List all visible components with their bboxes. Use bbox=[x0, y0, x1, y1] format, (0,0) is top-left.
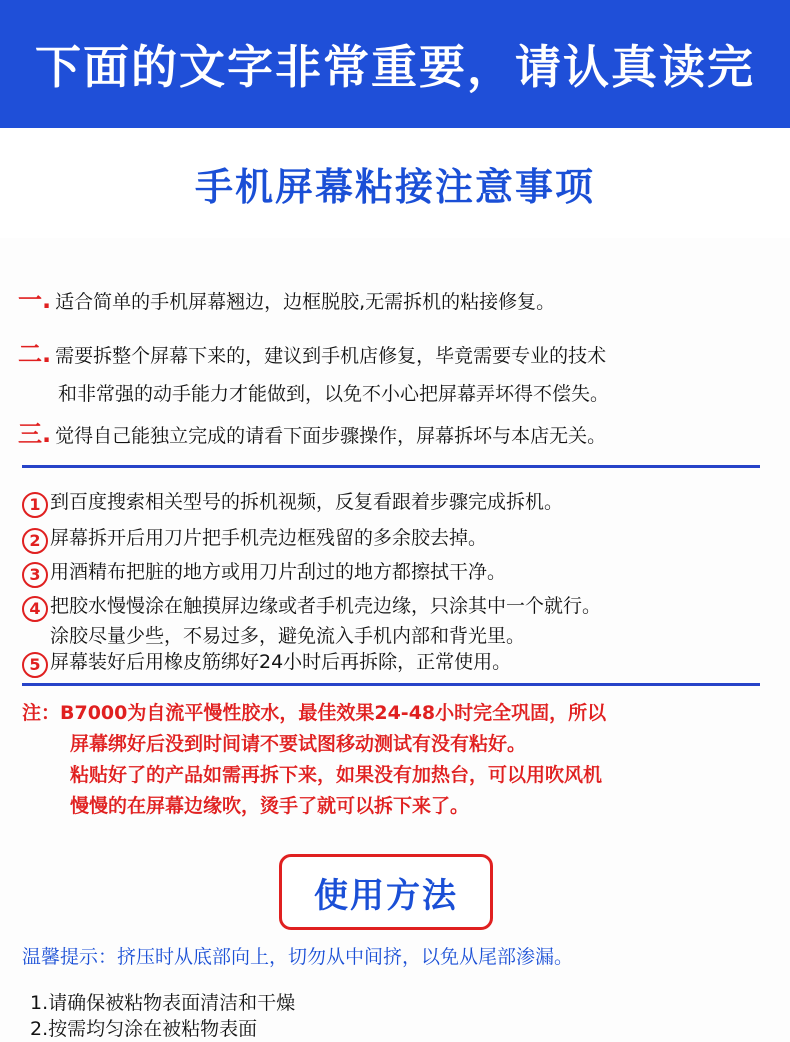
caution-lead: 注：B7000为自流平慢性胶水，最佳效果24-48小时完全巩固，所以 bbox=[22, 702, 607, 724]
note-number: 三. bbox=[18, 420, 52, 448]
note-number: 二. bbox=[18, 340, 52, 368]
note-3 bbox=[18, 420, 606, 450]
step-5 bbox=[22, 648, 511, 678]
note-text-continued: 和非常强的动手能力才能做到，以免不小心把屏幕弄坏得不偿失。 bbox=[58, 383, 610, 405]
usage-heading-box bbox=[279, 854, 493, 930]
note-text: 需要拆整个屏幕下来的，建议到手机店修复，毕竟需要专业的技术 bbox=[55, 345, 607, 367]
header-banner bbox=[0, 0, 790, 128]
step-text: 把胶水慢慢涂在触摸屏边缘或者手机壳边缘，只涂其中一个就行。 bbox=[50, 595, 602, 617]
caution-line: 屏幕绑好后没到时间请不要试图移动测试有没有粘好。 bbox=[70, 733, 527, 755]
banner-title: 下面的文字非常重要，请认真读完 bbox=[35, 40, 755, 94]
step-4 bbox=[22, 592, 601, 650]
caution-line: 慢慢的在屏幕边缘吹，烫手了就可以拆下来了。 bbox=[70, 795, 470, 817]
step-number-circle: 5 bbox=[22, 652, 48, 678]
step-text: 屏幕拆开后用刀片把手机壳边框残留的多余胶去掉。 bbox=[50, 527, 488, 549]
list-item: 2.按需均匀涂在被粘物表面 bbox=[30, 1018, 258, 1040]
warm-tip: 温馨提示：挤压时从底部向上，切勿从中间挤，以免从尾部渗漏。 bbox=[22, 946, 574, 968]
usage-steps-list bbox=[30, 990, 295, 1042]
list-item: 1.请确保被粘物表面清洁和干燥 bbox=[30, 992, 296, 1014]
step-3 bbox=[22, 558, 506, 588]
step-text: 用酒精布把脏的地方或用刀片刮过的地方都擦拭干净。 bbox=[50, 561, 507, 583]
caution-line: 粘贴好了的产品如需再拆下来，如果没有加热台，可以用吹风机 bbox=[70, 764, 603, 786]
note-text: 觉得自己能独立完成的请看下面步骤操作，屏幕拆坏与本店无关。 bbox=[55, 425, 607, 447]
step-text: 屏幕装好后用橡皮筋绑好24小时后再拆除，正常使用。 bbox=[50, 651, 512, 673]
step-1 bbox=[22, 488, 563, 518]
step-number-circle: 2 bbox=[22, 528, 48, 554]
divider bbox=[22, 683, 760, 686]
step-number-circle: 4 bbox=[22, 596, 48, 622]
step-text-continued: 涂胶尽量少些，不易过多，避免流入手机内部和背光里。 bbox=[50, 625, 526, 647]
usage-heading: 使用方法 bbox=[314, 875, 458, 916]
subtitle-band bbox=[0, 128, 790, 238]
note-1 bbox=[18, 286, 555, 316]
caution-note bbox=[22, 698, 606, 822]
divider bbox=[22, 465, 760, 468]
page-title: 手机屏幕粘接注意事项 bbox=[194, 164, 595, 209]
note-2 bbox=[18, 340, 609, 408]
step-number-circle: 3 bbox=[22, 562, 48, 588]
note-number: 一. bbox=[18, 286, 52, 314]
step-2 bbox=[22, 524, 487, 554]
step-number-circle: 1 bbox=[22, 492, 48, 518]
step-text: 到百度搜索相关型号的拆机视频，反复看跟着步骤完成拆机。 bbox=[50, 491, 564, 513]
note-text: 适合简单的手机屏幕翘边，边框脱胶,无需拆机的粘接修复。 bbox=[55, 291, 556, 313]
